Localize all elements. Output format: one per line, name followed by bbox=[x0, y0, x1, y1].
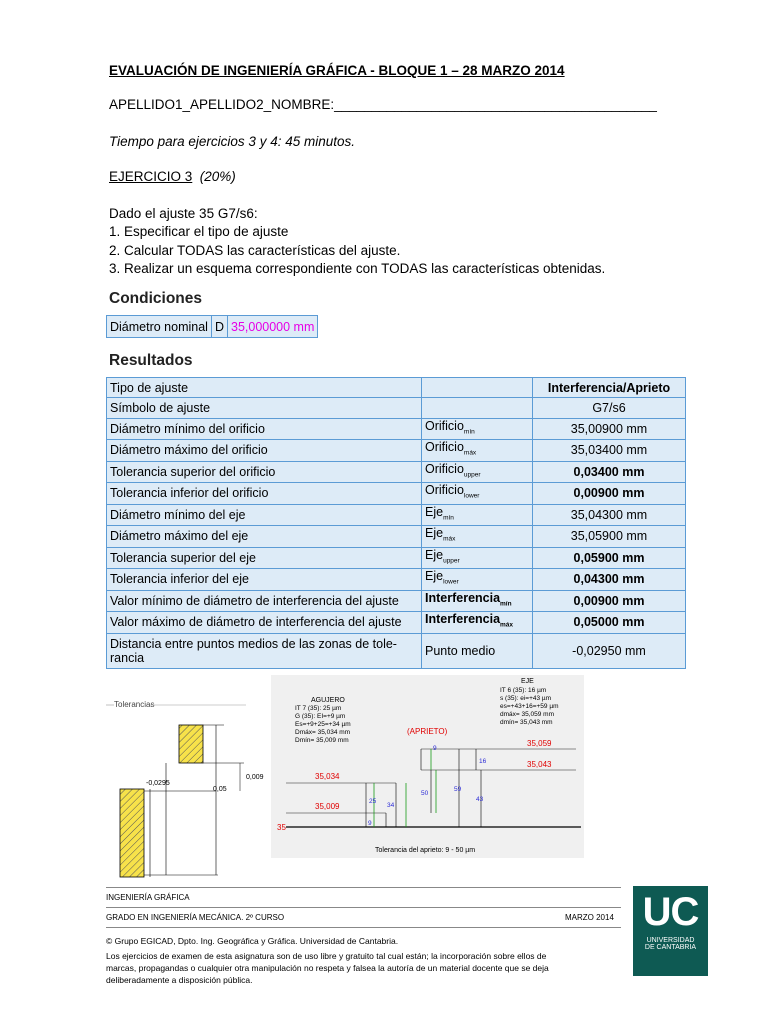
exercise-label: EJERCICIO 3 bbox=[109, 169, 193, 184]
footer-divider bbox=[106, 927, 621, 928]
exercise-percent: (20%) bbox=[199, 169, 236, 184]
table-cell: Punto medio bbox=[422, 633, 533, 668]
statement-line: 3. Realizar un esquema correspondiente con TODAS las características obtenidas. bbox=[109, 260, 606, 276]
footer-date: MARZO 2014 bbox=[565, 913, 614, 922]
footer-divider bbox=[106, 907, 621, 908]
footer-notice: Los ejercicios de examen de esta asignatura son de uso libre y gratuito tal cual están; la incorporación sobre ellos de marcas, propagandas o cualquier otra manipulación no respeta y falsea la autoría de un material docente que se deja deliberadamente a disposición pública. bbox=[106, 951, 549, 985]
diagram-text: EJE bbox=[521, 678, 534, 685]
table-cell: Tolerancia superior del orificio bbox=[107, 461, 422, 483]
diagram-text: G (35): EI=+9 µm bbox=[295, 713, 346, 720]
table-cell: Interferencia/Aprieto bbox=[533, 378, 686, 398]
shaft-tolerance-zone bbox=[120, 789, 144, 877]
table-cell: Diámetro mínimo del orificio bbox=[107, 418, 422, 440]
statement-line: 1. Especificar el tipo de ajuste bbox=[109, 224, 289, 240]
table-cell: 0,00900 mm bbox=[533, 590, 686, 612]
time-note: Tiempo para ejercicios 3 y 4: 45 minutos. bbox=[109, 134, 355, 149]
diagram-text: es=+43+16=+59 µm bbox=[500, 703, 559, 710]
statement-line: Dado el ajuste 35 G7/s6: bbox=[109, 206, 258, 221]
student-name-line: APELLIDO1_APELLIDO2_NOMBRE:___________________________________________ bbox=[109, 97, 657, 112]
table-row bbox=[107, 316, 318, 338]
table-cell: Orificio$_{lower}$ bbox=[422, 483, 533, 505]
table-cell: 35,04300 mm bbox=[533, 504, 686, 526]
table-row bbox=[107, 590, 686, 612]
table-row bbox=[107, 633, 686, 668]
footer-course: INGENIERÍA GRÁFICA bbox=[106, 893, 190, 902]
diagram-text: Dmín= 35,009 mm bbox=[295, 737, 349, 744]
statement-line: 2. Calcular TODAS las características del ajuste. bbox=[109, 242, 401, 258]
table-row bbox=[107, 569, 686, 591]
table-cell: Diámetro mínimo del eje bbox=[107, 504, 422, 526]
diagram-text: Es=+9+25=+34 µm bbox=[295, 721, 351, 728]
table-cell: Interferencia$_{máx}$ bbox=[422, 612, 533, 634]
footer-degree: GRADO EN INGENIERÍA MECÁNICA. 2º CURSO bbox=[106, 913, 285, 922]
sketch-value: 0,05 bbox=[213, 786, 227, 793]
table-cell: 0,03400 mm bbox=[533, 461, 686, 483]
footer-copyright: © Grupo EGICAD, Dpto. Ing. Geográfica y Gráfica. Universidad de Cantabria. bbox=[106, 936, 399, 946]
table-cell: Orificio$_{mín}$ bbox=[422, 418, 533, 440]
table-cell: G7/s6 bbox=[533, 398, 686, 418]
table-row bbox=[107, 483, 686, 505]
table-cell: Orificio$_{upper}$ bbox=[422, 461, 533, 483]
exercise-heading bbox=[109, 169, 236, 184]
table-cell: 35,03400 mm bbox=[533, 440, 686, 462]
table-cell: Distancia entre puntos medios de las zonas de tole- rancia bbox=[107, 633, 422, 668]
diagram-text: 50 bbox=[421, 790, 429, 797]
diagram-text: 9 bbox=[433, 745, 437, 752]
diagram-text: IT 6 (35): 16 µm bbox=[500, 687, 547, 694]
diagram-text: 35,043 bbox=[527, 760, 552, 769]
table-row bbox=[107, 526, 686, 548]
table-cell: Diámetro nominal bbox=[107, 316, 212, 338]
table-cell: Diámetro máximo del eje bbox=[107, 526, 422, 548]
table-row bbox=[107, 504, 686, 526]
results-heading: Resultados bbox=[109, 352, 193, 369]
table-cell: 0,04300 mm bbox=[533, 569, 686, 591]
tolerance-sketch bbox=[106, 695, 266, 885]
table-cell: 35,05900 mm bbox=[533, 526, 686, 548]
fit-diagram bbox=[271, 675, 584, 858]
diagram-text: 25 bbox=[369, 798, 377, 805]
diagram-caption: Tolerancia del aprieto: 9 - 50 µm bbox=[375, 847, 476, 854]
table-row bbox=[107, 547, 686, 569]
table-cell: -0,02950 mm bbox=[533, 633, 686, 668]
table-cell: 0,00900 mm bbox=[533, 483, 686, 505]
table-row bbox=[107, 612, 686, 634]
diagram-text: IT 7 (35): 25 µm bbox=[295, 705, 342, 712]
table-cell: Eje$_{lower}$ bbox=[422, 569, 533, 591]
diagram-text: dmín= 35,043 mm bbox=[500, 719, 553, 726]
diagram-text: s (35): ei=+43 µm bbox=[500, 695, 552, 702]
diagram-text: AGUJERO bbox=[311, 697, 345, 704]
table-cell: Valor mínimo de diámetro de interferencia del ajuste bbox=[107, 590, 422, 612]
exercise-statement bbox=[109, 205, 605, 278]
diagram-text: 9 bbox=[368, 820, 372, 827]
table-cell: Eje$_{upper}$ bbox=[422, 547, 533, 569]
diagram-text: (APRIETO) bbox=[407, 727, 448, 736]
table-cell: D bbox=[211, 316, 227, 338]
table-cell: Valor máximo de diámetro de interferencia del ajuste bbox=[107, 612, 422, 634]
table-cell: 35,00900 mm bbox=[533, 418, 686, 440]
table-cell: Símbolo de ajuste bbox=[107, 398, 422, 418]
table-row bbox=[107, 418, 686, 440]
table-cell: Tolerancia inferior del orificio bbox=[107, 483, 422, 505]
table-cell: Eje$_{mín}$ bbox=[422, 504, 533, 526]
footer-divider bbox=[106, 887, 621, 888]
conditions-heading: Condiciones bbox=[109, 290, 203, 307]
nominal-diameter-value: 35,000000 mm bbox=[228, 316, 318, 338]
table-cell: Eje$_{máx}$ bbox=[422, 526, 533, 548]
diagram-text: 16 bbox=[479, 758, 487, 765]
conditions-table bbox=[106, 315, 318, 338]
table-cell: Tipo de ajuste bbox=[107, 378, 422, 398]
table-cell bbox=[422, 398, 533, 418]
diagram-text: 34 bbox=[387, 802, 395, 809]
diagram-text: 43 bbox=[476, 796, 484, 803]
table-cell: Tolerancia inferior del eje bbox=[107, 569, 422, 591]
table-cell: Diámetro máximo del orificio bbox=[107, 440, 422, 462]
table-row bbox=[107, 440, 686, 462]
table-cell bbox=[422, 378, 533, 398]
table-cell: Orificio$_{máx}$ bbox=[422, 440, 533, 462]
table-cell: Tolerancia superior del eje bbox=[107, 547, 422, 569]
sketch-value: 0,009 bbox=[246, 774, 264, 781]
table-cell: 0,05900 mm bbox=[533, 547, 686, 569]
table-row bbox=[107, 398, 686, 418]
diagram-text: dmáx= 35,059 mm bbox=[500, 711, 555, 718]
diagram-text: Dmáx= 35,034 mm bbox=[295, 729, 351, 736]
sketch-value: -0,0295 bbox=[146, 780, 170, 787]
diagram-text: 35 bbox=[277, 823, 286, 832]
sketch-label: Tolerancias bbox=[114, 700, 155, 709]
table-row bbox=[107, 378, 686, 398]
document-title: EVALUACIÓN DE INGENIERÍA GRÁFICA - BLOQUE 1 – 28 MARZO 2014 bbox=[109, 63, 565, 78]
diagram-text: 35,034 bbox=[315, 772, 340, 781]
diagram-text: 35,059 bbox=[527, 739, 552, 748]
diagram-text: 59 bbox=[454, 786, 462, 793]
hole-tolerance-zone bbox=[179, 725, 203, 763]
table-cell: 0,05000 mm bbox=[533, 612, 686, 634]
university-logo: UC UNIVERSIDAD DE CANTABRIA bbox=[633, 886, 708, 976]
table-cell: Interferencia$_{mín}$ bbox=[422, 590, 533, 612]
results-table bbox=[106, 377, 686, 669]
diagram-text: 35,009 bbox=[315, 802, 340, 811]
table-row bbox=[107, 461, 686, 483]
